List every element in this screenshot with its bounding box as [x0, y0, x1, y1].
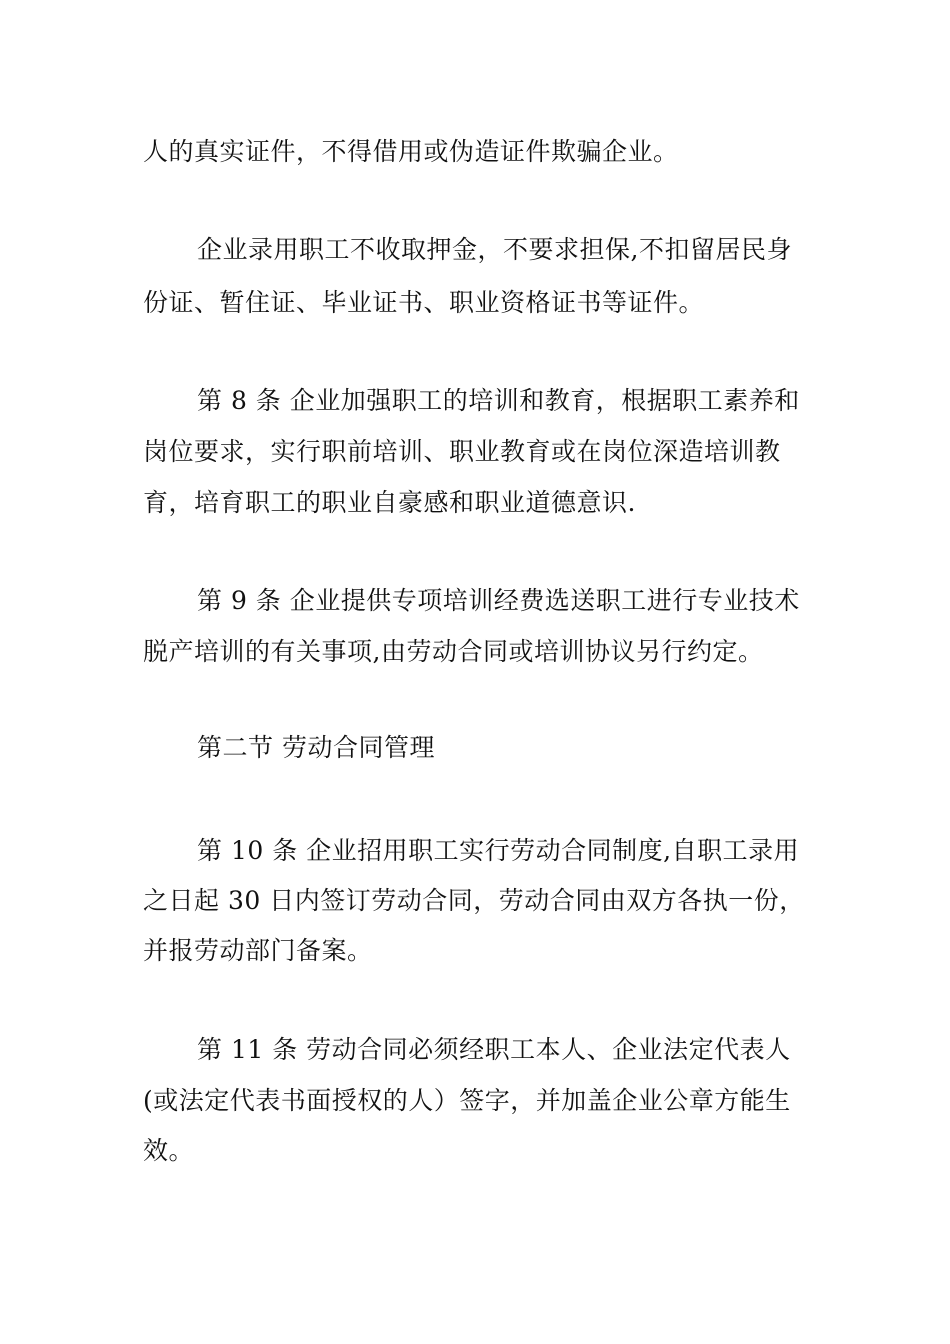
- text-line: 企业录用职工不收取押金，不要求担保,不扣留居民身: [197, 235, 792, 264]
- text-line: 效。: [143, 1136, 195, 1165]
- article-10-heading-line: 第 10 条 企业招用职工实行劳动合同制度,自职工录用: [197, 836, 800, 865]
- text-line: 人的真实证件，不得借用或伪造证件欺骗企业。: [143, 137, 679, 166]
- article-11-heading-line: 第 11 条 劳动合同必须经职工本人、企业法定代表人: [197, 1035, 791, 1064]
- text-line: 岗位要求，实行职前培训、职业教育或在岗位深造培训教: [143, 437, 781, 466]
- article-8-heading-line: 第 8 条 企业加强职工的培训和教育，根据职工素养和: [197, 386, 800, 415]
- text-line: 脱产培训的有关事项,由劳动合同或培训协议另行约定。: [143, 637, 764, 666]
- section-heading: 第二节 劳动合同管理: [197, 733, 435, 762]
- article-9-heading-line: 第 9 条 企业提供专项培训经费选送职工进行专业技术: [197, 586, 800, 615]
- text-line: 之日起 30 日内签订劳动合同，劳动合同由双方各执一份，: [143, 886, 805, 915]
- text-line: 育，培育职工的职业自豪感和职业道德意识.: [143, 488, 636, 517]
- text-line: 份证、暂住证、毕业证书、职业资格证书等证件。: [143, 288, 705, 317]
- text-line: 并报劳动部门备案。: [143, 936, 373, 965]
- text-line: (或法定代表书面授权的人）签字，并加盖企业公章方能生: [143, 1086, 791, 1115]
